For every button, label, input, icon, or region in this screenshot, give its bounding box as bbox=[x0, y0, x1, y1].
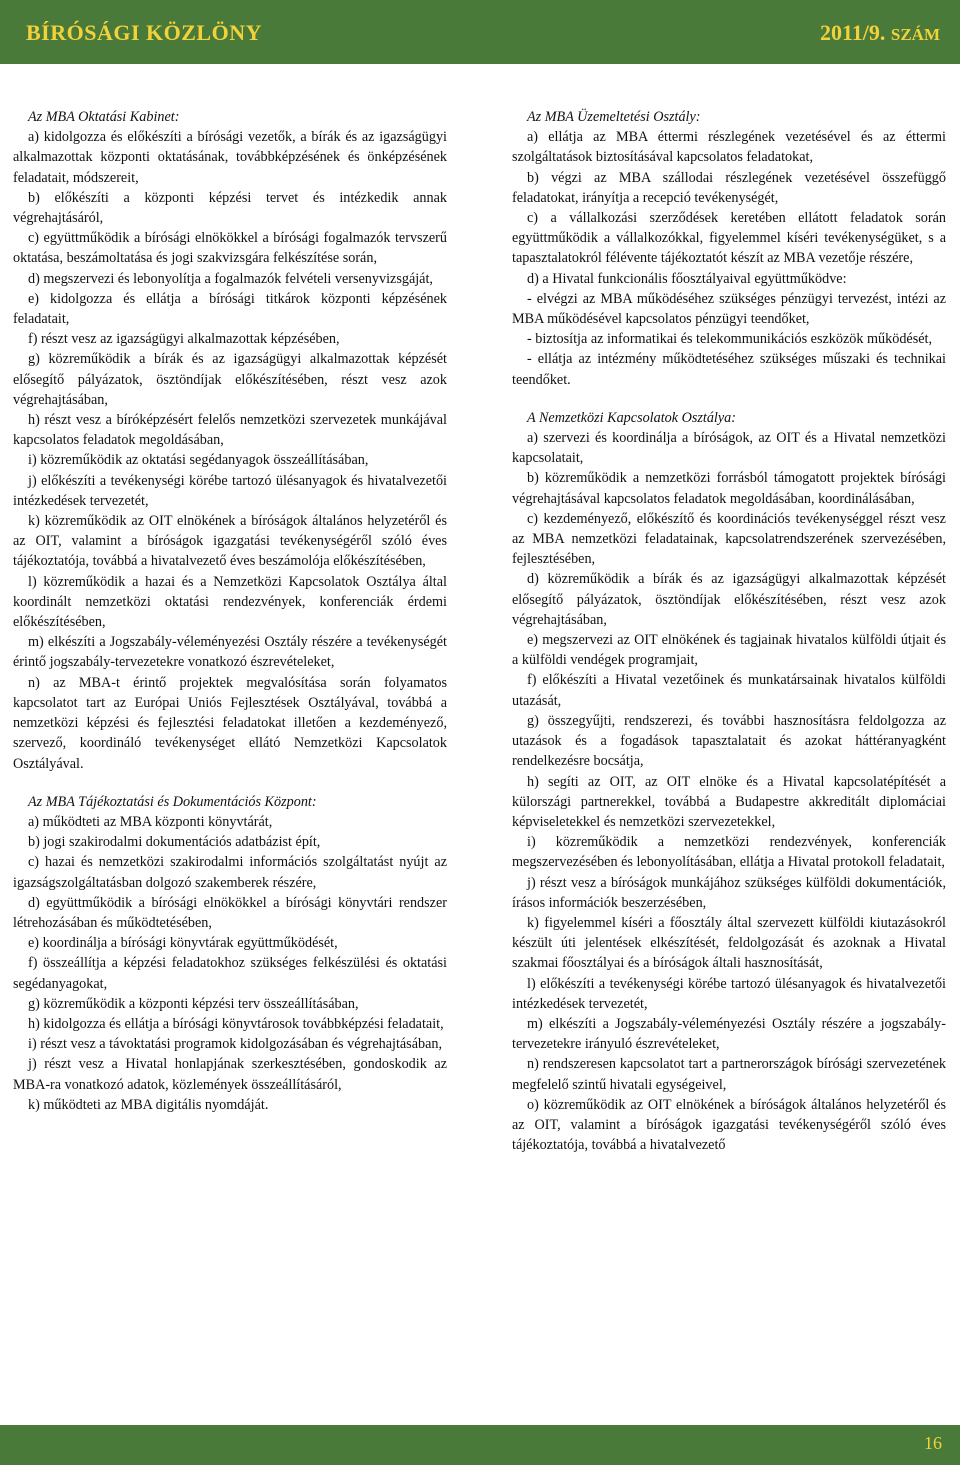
list-item: h) segíti az OIT, az OIT elnöke és a Hivatal kapcsolatépítését a külországi partnerekkel, továbbá a Budapestre akkreditált diplomáciai képviseletekkel és nemzetközi szervezetekkel, bbox=[512, 773, 946, 830]
section-heading: Az MBA Üzemeltetési Osztály: bbox=[527, 109, 701, 125]
list-item: h) kidolgozza és ellátja a bírósági könyvtárosok továbbképzési feladatait, bbox=[28, 1015, 444, 1032]
section-heading: Az MBA Oktatási Kabinet: bbox=[28, 109, 180, 125]
list-item: m) elkészíti a Jogszabály-véleményezési Osztály részére a jogszabály-tervezetekre irányuló észrevételeket, bbox=[512, 1015, 946, 1053]
list-item: a) kidolgozza és előkészíti a bírósági vezetők, a bírák és az igazságügyi alkalmazottak központi oktatásának, továbbképzésének és önképzésének feladatait, módszereit, bbox=[13, 129, 447, 186]
list-item: g) összegyűjti, rendszerezi, és további hasznosításra feldolgozza az utazások és a fogadások tapasztalatait és azokat háttéranyagként rendelkezésre bocsátja, bbox=[512, 712, 946, 770]
list-item: o) közreműködik az OIT elnökének a bíróságok általános helyzetéről és az OIT, valamint a bíróságok igazgatási tevékenységéről szóló éves tájékoztatója, továbbá a hivatalvezető bbox=[512, 1096, 946, 1154]
list-item: l) közreműködik a hazai és a Nemzetközi Kapcsolatok Osztálya által koordinált nemzetközi oktatási rendezvények, konferenciák érdemi előkészítésében, bbox=[13, 573, 447, 631]
right-column bbox=[512, 107, 946, 1155]
issue-number: 2011/9. bbox=[819, 20, 886, 45]
list-item: k) közreműködik az OIT elnökének a bíróságok általános helyzetéről és az OIT, valamint a bíróságok igazgatási tevékenységéről szóló éves tájékoztatója, továbbá a hivatalvezető éves beszámolója előkészítésében, bbox=[13, 513, 447, 570]
list-item: e) kidolgozza és ellátja a bírósági titkárok központi képzésének feladatait, bbox=[13, 290, 447, 328]
list-item: a) szervezi és koordinálja a bíróságok, az OIT és a Hivatal nemzetközi kapcsolatait, bbox=[512, 430, 946, 467]
list-item: f) összeállítja a képzési feladatokhoz szükséges felkészülési és oktatási segédanyagokat, bbox=[13, 955, 447, 992]
list-item: e) megszervezi az OIT elnökének és tagjainak hivatalos külföldi útjait és a külföldi vendégek programjait, bbox=[512, 632, 946, 669]
list-item: c) kezdeményező, előkészítő és koordinációs tevékenységgel részt vesz az MBA nemzetközi feladatainak, kapcsolatrendszerének szervezésében, fejlesztésében, bbox=[512, 510, 946, 568]
list-item: b) végzi az MBA szállodai részlegének vezetésével összefüggő feladatokat, irányítja a recepció tevékenységét, bbox=[512, 169, 946, 206]
issue-label bbox=[820, 20, 940, 46]
list-item: n) rendszeresen kapcsolatot tart a partnerországok bírósági szervezetének megfelelő szintű hivatali egységeivel, bbox=[512, 1056, 946, 1093]
list-item: i) közreműködik a nemzetközi rendezvények, konferenciák megszervezésében és lebonyolításában, ellátja a Hivatal protokoll feladatait, bbox=[512, 834, 946, 871]
list-item: h) részt vesz a bíróképzésért felelős nemzetközi szervezetek munkájával kapcsolatos feladatok megoldásában, bbox=[13, 412, 447, 449]
list-item: c) együttműködik a bírósági elnökökkel a bírósági fogalmazók tervszerű oktatása, beszámoltatása és jogi szakvizsgára felkészítése során, bbox=[13, 230, 447, 267]
page-header bbox=[0, 0, 960, 64]
list-item: j) részt vesz a Hivatal honlapjának szerkesztésében, gondoskodik az MBA-ra vonatkozó adatok, közlemények összeállításáról, bbox=[13, 1056, 447, 1093]
page-footer bbox=[0, 1425, 960, 1465]
list-item: a) működteti az MBA központi könyvtárát, bbox=[28, 813, 273, 830]
list-item: e) koordinálja a bírósági könyvtárak együttműködését, bbox=[28, 935, 338, 952]
section-heading: Az MBA Tájékoztatási és Dokumentációs Központ: bbox=[28, 793, 317, 810]
list-item: l) előkészíti a tevékenységi körébe tartozó ülésanyagok és hivatalvezetői intézkedések tervezetét, bbox=[512, 975, 946, 1012]
list-item: b) közreműködik a nemzetközi forrásból támogatott projektek bírósági végrehajtásával kapcsolatos feladatok megoldásában, koordinálásában, bbox=[512, 470, 946, 507]
list-item: i) részt vesz a távoktatási programok kidolgozásában és végrehajtásában, bbox=[28, 1036, 443, 1053]
list-item: j) előkészíti a tevékenységi körébe tartozó ülésanyagok és hivatalvezetői intézkedések tervezetét, bbox=[13, 472, 447, 509]
publication-title: BÍRÓSÁGI KÖZLÖNY bbox=[26, 20, 262, 45]
list-item: d) a Hivatal funkcionális főosztályaival együttműködve: bbox=[527, 270, 847, 287]
list-item: - elvégzi az MBA működéséhez szükséges pénzügyi tervezést, intézi az MBA működésével kapcsolatos pénzügyi teendőket, bbox=[512, 290, 946, 328]
list-item: c) a vállalkozási szerződések keretében ellátott feladatok során együttműködik a vállalkozókkal, figyelemmel kíséri tevékenységüket, s a tapasztalatokról félévente tájékoztatót készít az MBA vezetője részére, bbox=[512, 210, 946, 267]
list-item: g) közreműködik a központi képzési terv összeállításában, bbox=[28, 995, 359, 1012]
list-item: g) közreműködik a bírák és az igazságügyi alkalmazottak képzését elősegítő pályázatok, ösztöndíjak előkészítésében, részt vesz azok végrehajtásában, bbox=[13, 351, 447, 408]
list-item: f) előkészíti a Hivatal vezetőinek és munkatársainak hivatalos külföldi utazását, bbox=[512, 672, 946, 709]
list-item: i) közreműködik az oktatási segédanyagok összeállításában, bbox=[28, 452, 369, 469]
list-item: j) részt vesz a bíróságok munkájához szükséges külföldi dokumentációk, írásos információk beszerzésében, bbox=[512, 874, 946, 911]
list-item: b) előkészíti a központi képzési tervet és intézkedik annak végrehajtásáról, bbox=[13, 189, 447, 227]
list-item: n) az MBA-t érintő projektek megvalósítása során folyamatos kapcsolatot tart az Európai Uniós Fejlesztések Osztályával, továbbá a nemzetközi képzési és fejlesztési feladatokat illetően a kezdeményező, szervező, koordináló tevékenységet ellátó Nemzetközi Kapcsolatok Osztályával. bbox=[13, 674, 447, 772]
list-item: a) ellátja az MBA éttermi részlegének vezetésével és az éttermi szolgáltatások biztosításával kapcsolatos feladatokat, bbox=[512, 129, 946, 166]
list-item: k) figyelemmel kíséri a főosztály által szervezett külföldi kiutazásokról készült úti jelentések elkészítését, feldolgozását és azoknak a Hivatal szakmai főosztályai és a bíróságok általi hasznosítását, bbox=[512, 914, 946, 972]
list-item: d) közreműködik a bírák és az igazságügyi alkalmazottak képzését elősegítő pályázatok, ösztöndíjak előkészítésében, részt vesz azok végrehajtásában, bbox=[512, 571, 946, 628]
list-item: - biztosítja az informatikai és telekommunikációs eszközök működését, bbox=[527, 331, 933, 348]
list-item: b) jogi szakirodalmi dokumentációs adatbázist épít, bbox=[28, 834, 321, 851]
left-column bbox=[13, 107, 447, 1115]
list-item: f) részt vesz az igazságügyi alkalmazottak képzésében, bbox=[28, 331, 340, 348]
list-item: m) elkészíti a Jogszabály-véleményezési Osztály részére a tevékenységét érintő jogszabály-tervezetekre vonatkozó észrevételeket, bbox=[13, 634, 447, 671]
issue-suffix: SZÁM bbox=[890, 25, 940, 44]
list-item: c) hazai és nemzetközi szakirodalmi információs szolgáltatást nyújt az igazságszolgáltatásban dolgozó szakemberek részére, bbox=[13, 854, 447, 891]
list-item: d) együttműködik a bírósági elnökökkel a bírósági könyvtári rendszer létrehozásában és működtetésében, bbox=[13, 894, 447, 931]
section-heading: A Nemzetközi Kapcsolatok Osztálya: bbox=[527, 409, 736, 426]
list-item: - ellátja az intézmény működtetéséhez szükséges műszaki és technikai teendőket. bbox=[512, 351, 946, 388]
list-item: d) megszervezi és lebonyolítja a fogalmazók felvételi versenyvizsgáját, bbox=[28, 270, 433, 287]
list-item: k) működteti az MBA digitális nyomdáját. bbox=[28, 1096, 269, 1113]
page-number: 16 bbox=[924, 1433, 942, 1453]
